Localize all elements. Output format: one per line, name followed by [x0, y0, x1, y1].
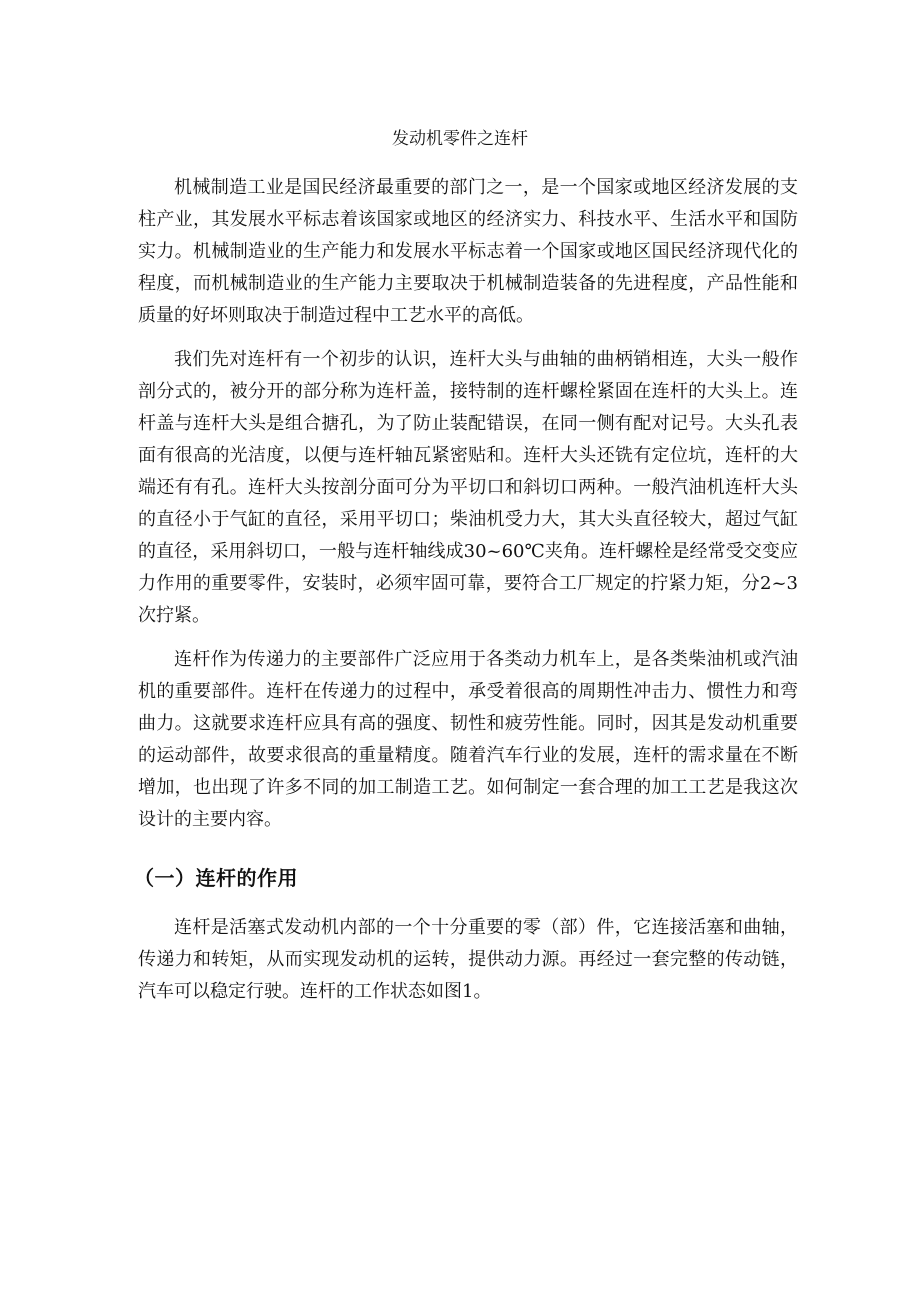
- document-body: [134, 172, 798, 1008]
- document-title: 发动机零件之连杆: [392, 129, 528, 149]
- section-heading: （一）连杆的作用: [134, 866, 298, 890]
- intro-paragraph-3: 连杆作为传递力的主要部件广泛应用于各类动力机车上，是各类柴油机或汽油机的重要部件。连杆在传递力的过程中，承受着很高的周期性冲击力、惯性力和弯曲力。这就要求连杆应具有高的强度、韧性和疲劳性能。同时，因其是发动机重要的运动部件，故要求很高的重量精度。随着汽车行业的发展，连杆的需求量在不断增加，也出现了许多不同的加工制造工艺。如何制定一套合理的加工工艺是我这次设计的主要内容。: [138, 649, 798, 830]
- section-paragraph: 连杆是活塞式发动机内部的一个十分重要的零（部）件，它连接活塞和曲轴，传递力和转矩，从而实现发动机的运转，提供动力源。再经过一套完整的传动链，汽车可以稳定行驶。连杆的工作状态如图1。: [138, 917, 798, 1002]
- intro-paragraph-2: 我们先对连杆有一个初步的认识，连杆大头与曲轴的曲柄销相连，大头一般作剖分式的，被分开的部分称为连杆盖，接特制的连杆螺栓紧固在连杆的大头上。连杆盖与连杆大头是组合搪孔，为了防止装配错误，在同一侧有配对记号。大头孔表面有很高的光洁度，以便与连杆轴瓦紧密贴和。连杆大头还铣有定位坑，连杆的大端还有有孔。连杆大头按剖分面可分为平切口和斜切口两种。一般汽油机连杆大头的直径小于气缸的直径，采用平切口；柴油机受力大，其大头直径较大，超过气缸的直径，采用斜切口，一般与连杆轴线成30~60℃夹角。连杆螺栓是经常受交变应力作用的重要零件，安装时，必须牢固可靠，要符合工厂规定的拧紧力矩，分2~3次拧紧。: [138, 349, 798, 626]
- intro-paragraph-1: 机械制造工业是国民经济最重要的部门之一，是一个国家或地区经济发展的支柱产业，其发展水平标志着该国家或地区的经济实力、科技水平、生活水平和国防实力。机械制造业的生产能力和发展水平标志着一个国家或地区国民经济现代化的程度，而机械制造业的生产能力主要取决于机械制造装备的先进程度，产品性能和质量的好坏则取决于制造过程中工艺水平的高低。: [138, 177, 798, 326]
